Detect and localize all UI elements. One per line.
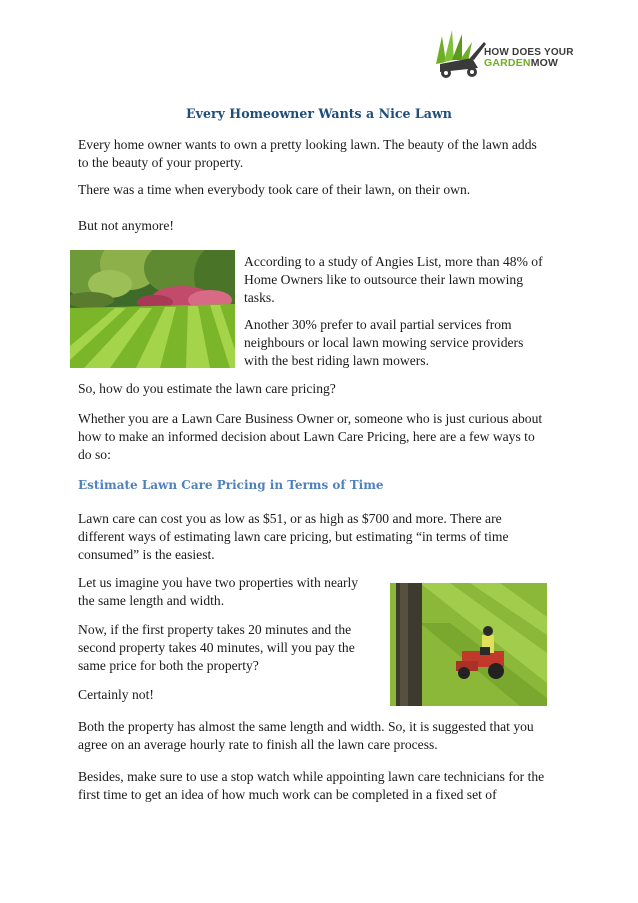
paragraph-cost: Lawn care can cost you as low as $51, or as high as $700 and more. There are different ways of estimating lawn care pricing, but estimating “in terms of time consumed” is the easiest. [78, 511, 509, 562]
logo-garden-text: GARDEN [484, 57, 531, 69]
paragraph-intro: Every home owner wants to own a pretty looking lawn. The beauty of the lawn adds to the beauty of your property. [78, 137, 537, 170]
riding-mower-image [390, 583, 547, 706]
paragraph-certainly-not: Certainly not! [78, 687, 154, 702]
paragraph-hourly-rate: Both the property has almost the same length and width. So, it is suggested that you agree on an average hourly rate to finish all the lawn care process. [78, 719, 534, 752]
brand-logo [432, 24, 622, 84]
striped-lawn-illustration [70, 250, 235, 368]
paragraph-time-compare: Now, if the first property takes 20 minutes and the second property takes 40 minutes, will you pay the same price for both the property? [78, 622, 355, 673]
riding-mower-illustration [390, 583, 547, 706]
logo-mow-text: MOW [530, 57, 559, 69]
paragraph-question: So, how do you estimate the lawn care pricing? [78, 381, 336, 396]
paragraph-partial-services: Another 30% prefer to avail partial services from neighbours or local lawn mowing service providers with the best riding lawn mowers. [244, 317, 524, 368]
striped-lawn-image [70, 250, 235, 368]
paragraph-angies-list: According to a study of Angies List, more than 48% of Home Owners like to outsource their lawn mowing tasks. [244, 254, 543, 305]
paragraph-stopwatch: Besides, make sure to use a stop watch while appointing lawn care technicians for the first time to get an idea of how much work can be completed in a fixed set of [78, 769, 545, 802]
paragraph-ways: Whether you are a Lawn Care Business Owner or, someone who is just curious about how to make an informed decision about Lawn Care Pricing, here are a few ways to do so: [78, 411, 543, 462]
logo-line-1: HOW DOES YOUR [484, 47, 574, 58]
logo-line-2 [484, 58, 574, 68]
paragraph-two-properties: Let us imagine you have two properties with nearly the same length and width. [78, 575, 359, 608]
document-title: Every Homeowner Wants a Nice Lawn [186, 106, 452, 121]
paragraph-not-anymore: But not anymore! [78, 218, 174, 233]
section-heading-time: Estimate Lawn Care Pricing in Terms of Time [78, 478, 384, 492]
lawn-mower-icon [432, 28, 488, 80]
logo-wordmark [484, 48, 574, 68]
paragraph-history: There was a time when everybody took care of their lawn, on their own. [78, 182, 471, 197]
